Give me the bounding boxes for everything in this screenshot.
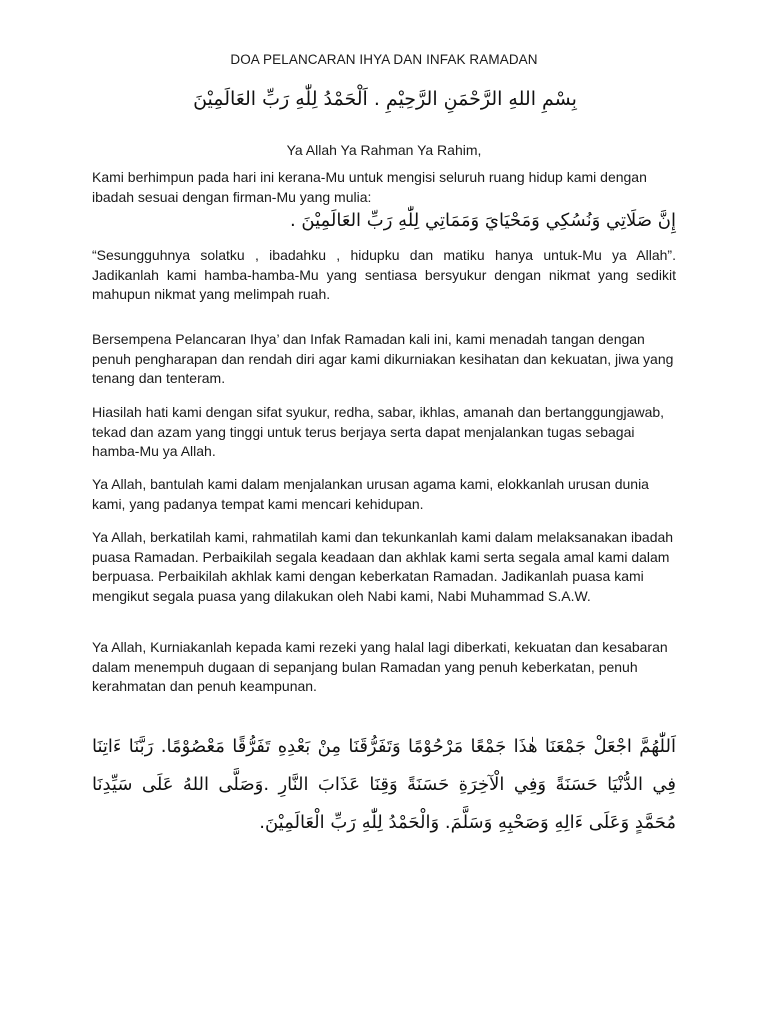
document-title: DOA PELANCARAN IHYA DAN INFAK RAMADAN — [230, 52, 538, 67]
verse-translation: “Sesungguhnya solatku , ibadahku , hidupku dan matiku hanya untuk-Mu ya Allah”. Jadikanlah kami hamba-hamba-Mu yang sentiasa bersyukur dengan nikmat yang sedikit mahupun nikmat yang melimpah ruah. — [92, 247, 676, 302]
paragraph-bantulah: Ya Allah, bantulah kami dalam menjalankan urusan agama kami, elokkanlah urusan dunia kami, yang padanya tempat kami mencari kehidupan. — [92, 476, 649, 512]
closing-doa-arabic: اَللّٰهُمَّ اجْعَلْ جَمْعَنَا هٰذَا جَمْعًا مَرْحُوْمًا وَتَفَرُّقَنَا مِنْ بَعْدِهِ تَفَرُّقًا مَعْصُوْمًا. رَبَّنَا ءَاتِنَا فِي الدُّنْيَا حَسَنَةً وَفِي الْآخِرَةِ حَسَنَةً وَقِنَا عَذَابَ النَّارِ .وَصَلَّى اللهُ عَلَى سَيِّدِنَا مُحَمَّدٍ وَعَلَى ءَالِهِ وَصَحْبِهِ وَسَلَّمَ. وَالْحَمْدُ لِلّٰهِ رَبِّ الْعَالَمِيْنَ. — [92, 736, 676, 833]
paragraph-hiasilah: Hiasilah hati kami dengan sifat syukur, redha, sabar, ikhlas, amanah dan bertanggungjawab, tekad dan azam yang tinggi untuk terus berjaya serta dapat menjalankan tugas sebagai hamba-Mu ya Allah. — [92, 404, 665, 459]
basmala-arabic: بِسْمِ اللهِ الرَّحْمَنِ الرَّحِيْمِ . اَلْحَمْدُ لِلّٰهِ رَبِّ العَالَمِيْنَ — [193, 88, 577, 110]
intro-paragraph: Kami berhimpun pada hari ini kerana-Mu untuk mengisi seluruh ruang hidup kami dengan ibadah sesuai dengan firman-Mu yang mulia: — [92, 169, 647, 205]
paragraph-pelancaran: Bersempena Pelancaran Ihya’ dan Infak Ramadan kali ini, kami menadah tangan dengan penuh pengharapan dan rendah diri agar kami dikurniakan kesihatan dan kekuatan, jiwa yang tenang dan tenteram. — [92, 331, 674, 386]
verse-arabic: إِنَّ صَلَاتِي وَنُسُكِي وَمَحْيَايَ وَمَمَاتِي لِلّٰهِ رَبِّ العَالَمِيْنَ . — [289, 210, 676, 231]
greeting: Ya Allah Ya Rahman Ya Rahim, — [286, 142, 482, 158]
paragraph-berkatilah: Ya Allah, berkatilah kami, rahmatilah kami dan tekunkanlah kami dalam melaksanakan ibadah puasa Ramadan. Perbaikilah segala keadaan dan akhlak kami serta segala amal kami dalam berpuasa. Perbaikilah akhlak kami dengan keberkatan Ramadan. Jadikanlah puasa kami mengikut segala puasa yang dilakukan oleh Nabi kami, Nabi Muhammad S.A.W. — [92, 529, 674, 604]
paragraph-kurniakanlah: Ya Allah, Kurniakanlah kepada kami rezeki yang halal lagi diberkati, kekuatan dan kesabaran dalam menempuh dugaan di sepanjang bulan Ramadan yang penuh keberkatan, penuh kerahmatan dan penuh keampunan. — [92, 639, 668, 694]
